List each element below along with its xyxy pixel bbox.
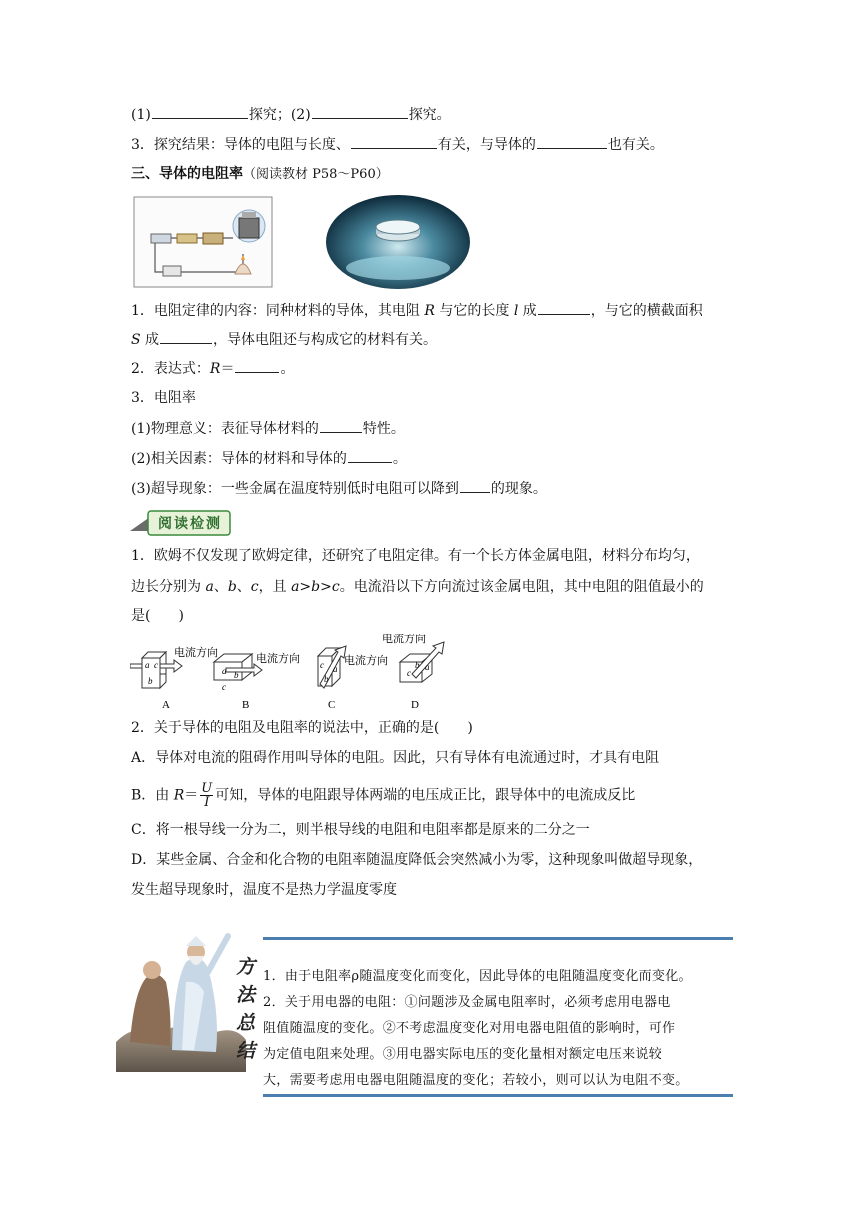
- q2-option-c: C．将一根导线一分为二，则半根导线的电阻和电阻率都是原来的二分之一: [131, 822, 590, 838]
- resistivity-title: 3．电阻率: [131, 390, 196, 406]
- superconductor-levitation-image: [325, 194, 471, 290]
- blank: [538, 300, 590, 315]
- q1-line-3: 是( ): [131, 608, 184, 624]
- expression-line: 2．表达式：R＝ 。: [131, 358, 294, 379]
- blank: [312, 104, 408, 119]
- q2-option-d-1: D．某些金属、合金和化合物的电阻率随温度降低会突然减小为零，这种现象叫做超导现象，: [131, 852, 703, 868]
- option-label: A: [162, 699, 170, 711]
- summary-vertical-char: 总: [236, 1012, 256, 1034]
- fill-line-explore: (1) 探究；(2) 探究。: [131, 104, 451, 125]
- blank: [351, 134, 437, 149]
- current-direction-options-figure: [130, 634, 460, 712]
- summary-vertical-char: 法: [236, 984, 256, 1006]
- physical-meaning-line: (1)物理意义：表征导体材料的 特性。: [131, 418, 405, 439]
- resistance-law-line-2: S 成 ，导体电阻还与构成它的材料有关。: [131, 329, 437, 350]
- blank: [320, 418, 362, 433]
- section-heading-resistivity: 三、导体的电阻率（阅读教材 P58～P60）: [131, 166, 389, 182]
- blank: [460, 478, 490, 493]
- edge-letter: b: [415, 660, 420, 670]
- edge-letter: a: [425, 662, 430, 672]
- edge-letter: a: [222, 666, 227, 676]
- q2-stem: 2．关于导体的电阻及电阻率的说法中，正确的是( ): [131, 720, 473, 736]
- summary-vertical-char: 结: [236, 1040, 256, 1062]
- edge-letter: b: [324, 674, 329, 684]
- summary-top-rule: [263, 937, 733, 940]
- option-label: C: [328, 699, 336, 711]
- edge-letter: c: [320, 660, 324, 670]
- method-summary-text: 1．由于电阻率ρ随温度变化而变化，因此导体的电阻随温度变化而变化。 2．关于用电器的电阻：①问题涉及金属电阻率时，必须考虑用电器电 阻值随温度的变化。②不考虑温度变化对用电器电阻值的影响时，可作 为定值电阻来处理。③用电器实际电压的变化量相对额定电压来说较 大，需要考虑用电器电阻随温度的变化；若较小，则可以认为电阻不变。: [263, 969, 692, 1088]
- current-direction-label: 电流方向: [256, 653, 300, 665]
- circuit-experiment-image: [133, 196, 273, 288]
- fill-line-result: 3．探究结果：导体的电阻与长度、 有关，与导体的 也有关。: [131, 134, 664, 155]
- superconductivity-line: (3)超导现象：一些金属在温度特别低时电阻可以降到 的现象。: [131, 478, 547, 499]
- edge-letter: b: [234, 670, 239, 680]
- edge-letter: b: [148, 676, 153, 686]
- blank: [235, 358, 279, 373]
- edge-letter: a: [145, 660, 150, 670]
- blank: [348, 448, 392, 463]
- option-label: D: [411, 699, 419, 711]
- blank: [152, 104, 248, 119]
- summary-vertical-char: 方: [236, 956, 256, 978]
- blank: [537, 134, 607, 149]
- edge-letter: c: [407, 668, 411, 678]
- edge-letter: c: [154, 660, 158, 670]
- summary-bottom-rule: [263, 1094, 733, 1097]
- edge-letter: c: [222, 682, 226, 692]
- factors-line: (2)相关因素：导体的材料和导体的 。: [131, 448, 407, 469]
- reading-check-badge: 阅读检测: [130, 509, 232, 537]
- q1-line-1: 1．欧姆不仅发现了欧姆定律，还研究了电阻定律。有一个长方体金属电阻，材料分布均匀，: [131, 548, 700, 564]
- edge-letter: a: [333, 664, 338, 674]
- current-direction-label: 电流方向: [344, 655, 388, 667]
- q1-line-2: 边长分别为 a、b、c，且 a>b>c。电流沿以下方向流过该金属电阻，其中电阻的阻值最小的: [131, 579, 704, 595]
- resistance-law-line-1: 1．电阻定律的内容：同种材料的导体，其电阻 R 与它的长度 l 成 ，与它的横截面积: [131, 300, 703, 321]
- option-label: B: [242, 699, 250, 711]
- q2-option-a: A．导体对电流的阻碍作用叫导体的电阻。因此，只有导体有电流通过时，才具有电阻: [131, 750, 660, 766]
- blank: [160, 329, 212, 344]
- current-direction-label: 电流方向: [382, 634, 426, 645]
- scholars-illustration: [116, 922, 246, 1074]
- fraction-u-over-i: $\frac{U}{I}$: [201, 781, 213, 810]
- q2-option-d-2: 发生超导现象时，温度不是热力学温度零度: [131, 882, 397, 898]
- current-direction-label: 电流方向: [174, 647, 218, 659]
- q2-option-b: B．由 R＝ $\frac{U}{I}$ 可知，导体的电阻跟导体两端的电压成正比，跟导体中的电流成反比: [131, 781, 636, 810]
